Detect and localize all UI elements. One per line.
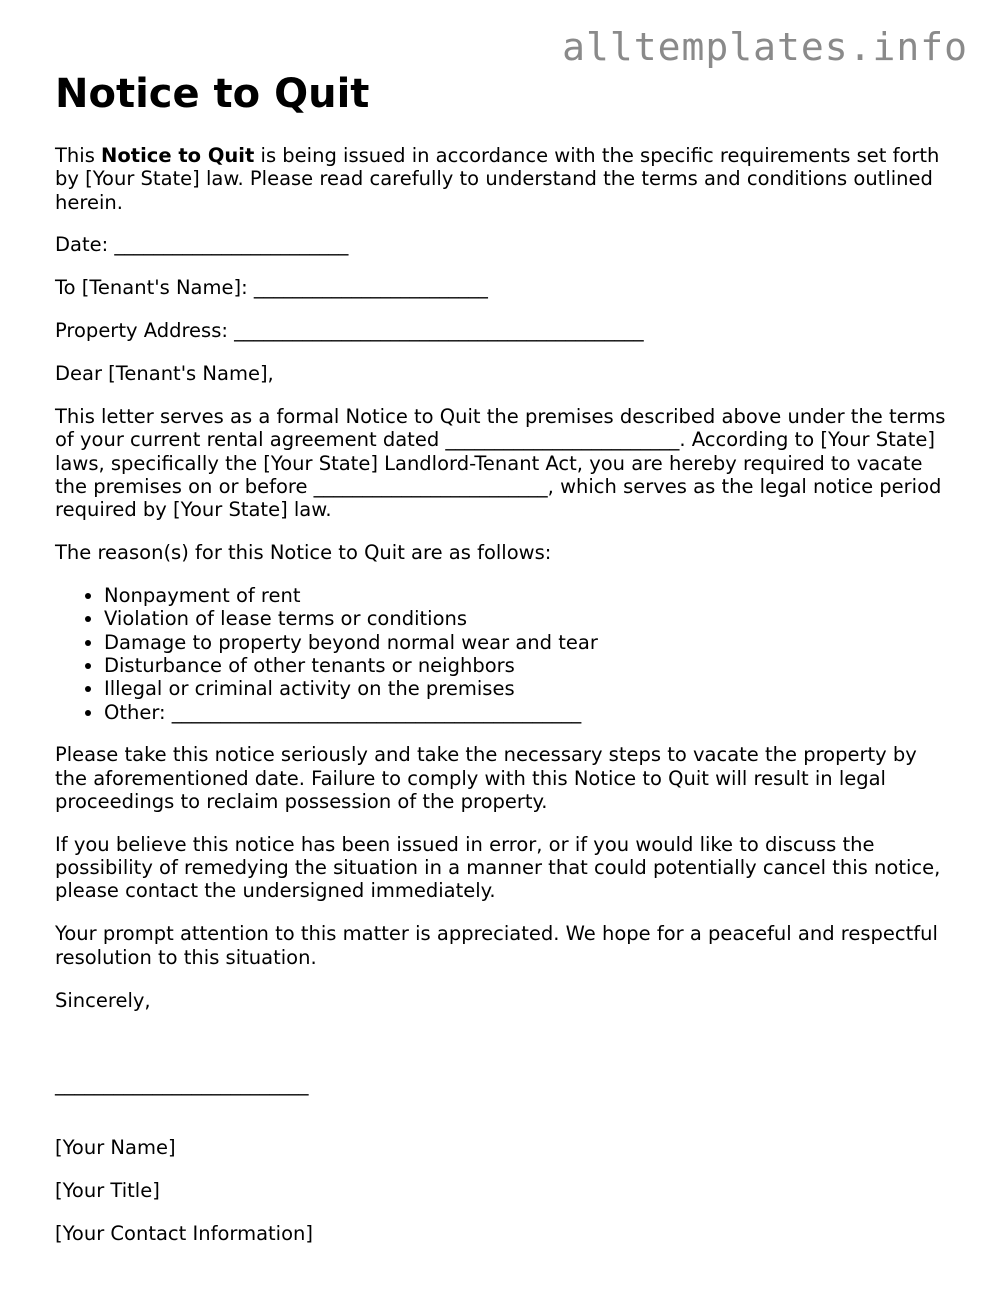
your-name: [Your Name] [55,1135,176,1159]
property-address-field: Property Address: __________________________________________ [55,319,644,343]
main-paragraph: This letter serves as a formal Notice to Quit the premises described above under the terms of your current rental agreement dated ________________________. According to [Your State] laws, specifically the [Your State] Landlord-Tenant Act, you are hereby required to vacate the premises on or before ________________________, which serves as the legal notice period required by [Your State] law. [55,405,946,522]
intro-paragraph [55,144,950,214]
signoff: Sincerely, [55,988,151,1012]
reasons-intro: The reason(s) for this Notice to Quit are as follows: [55,541,552,565]
your-title: [Your Title] [55,1178,160,1202]
error-paragraph: If you believe this notice has been issued in error, or if you would like to discuss the possibility of remedying the situation in a manner that could potentially cancel this notice, please contact the undersigned immediately. [55,832,941,903]
serious-paragraph: Please take this notice seriously and take the necessary steps to vacate the property by the aforementioned date. Failure to comply with this Notice to Quit will result in legal proceedings to reclaim possession of the property. [55,743,917,813]
date-field: Date: ________________________ [55,233,349,257]
reason-item-other: • Other: __________________________________________ [104,701,950,724]
reason-item: • Violation of lease terms or conditions [104,607,950,630]
tenant-name-field: To [Tenant's Name]: ________________________ [55,276,488,300]
watermark: alltemplates.info [562,25,968,69]
intro-prefix: This [55,144,102,167]
intro-suffix: is being issued in accordance with the specific requirements set forth by [Your State] law. Please read carefully to understand the terms and conditions outlined herein. [55,144,940,214]
salutation: Dear [Tenant's Name], [55,362,274,386]
intro-bold-title: Notice to Quit [101,144,255,167]
page-title: Notice to Quit [55,71,370,117]
reason-item: • Disturbance of other tenants or neighbors [104,654,950,677]
reason-item: • Illegal or criminal activity on the premises [104,677,950,700]
your-contact: [Your Contact Information] [55,1221,313,1245]
document-body [55,144,950,1265]
closing-paragraph: Your prompt attention to this matter is appreciated. We hope for a peaceful and respectful resolution to this situation. [55,922,938,969]
reason-item: • Nonpayment of rent [104,584,950,607]
reason-item: • Damage to property beyond normal wear and tear [104,631,950,654]
signature-line: __________________________ [55,1073,309,1097]
reasons-list [55,584,950,724]
